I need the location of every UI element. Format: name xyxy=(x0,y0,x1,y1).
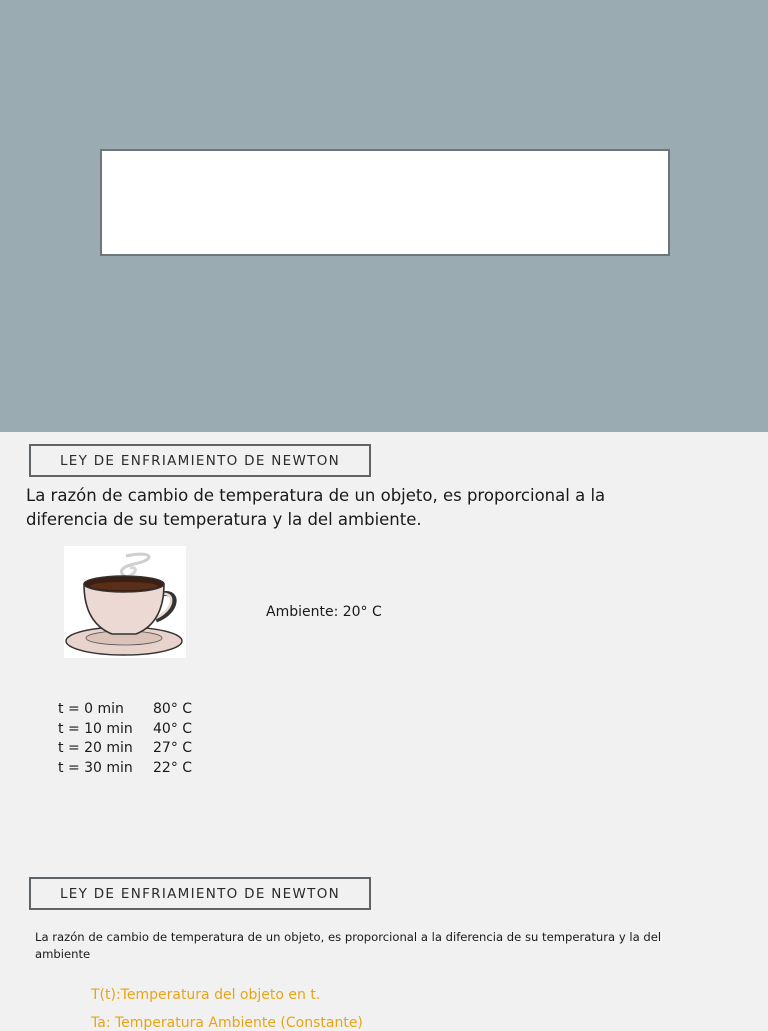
slide-newton-law-example xyxy=(0,432,768,866)
reading-time: t = 10 min xyxy=(58,720,133,737)
title-slide xyxy=(0,0,768,432)
definition-item: T(t):Temperatura del objeto en t. xyxy=(91,987,321,1003)
section-header: LEY DE ENFRIAMIENTO DE NEWTON xyxy=(29,444,371,477)
intro-text: La razón de cambio de temperatura de un objeto, es proporcional a la diferencia de su temperatura y la del ambiente. xyxy=(26,486,606,529)
intro-text: La razón de cambio de temperatura de un objeto, es proporcional a la diferencia de su temperatura y la del ambiente xyxy=(35,930,662,961)
reading-time: t = 30 min xyxy=(58,759,133,776)
ambient-temperature: Ambiente: 20° C xyxy=(266,604,382,620)
reading-temp: 40° C xyxy=(153,720,193,737)
definition-item: Ta: Temperatura Ambiente (Constante) xyxy=(91,1015,363,1031)
temperature-readings xyxy=(58,700,258,778)
reading-row xyxy=(58,759,258,779)
reading-row xyxy=(58,700,258,720)
reading-temp: 22° C xyxy=(153,759,193,776)
reading-time: t = 0 min xyxy=(58,701,124,717)
coffee-cup-icon xyxy=(64,546,186,658)
section-header: LEY DE ENFRIAMIENTO DE NEWTON xyxy=(29,877,371,910)
reading-time: t = 20 min xyxy=(58,740,133,756)
slide-newton-law-definitions xyxy=(0,866,768,1031)
title-placeholder-box xyxy=(100,149,670,256)
reading-row xyxy=(58,720,258,740)
reading-row xyxy=(58,739,258,759)
reading-temp: 80° C xyxy=(153,701,193,717)
reading-temp: 27° C xyxy=(153,740,193,756)
